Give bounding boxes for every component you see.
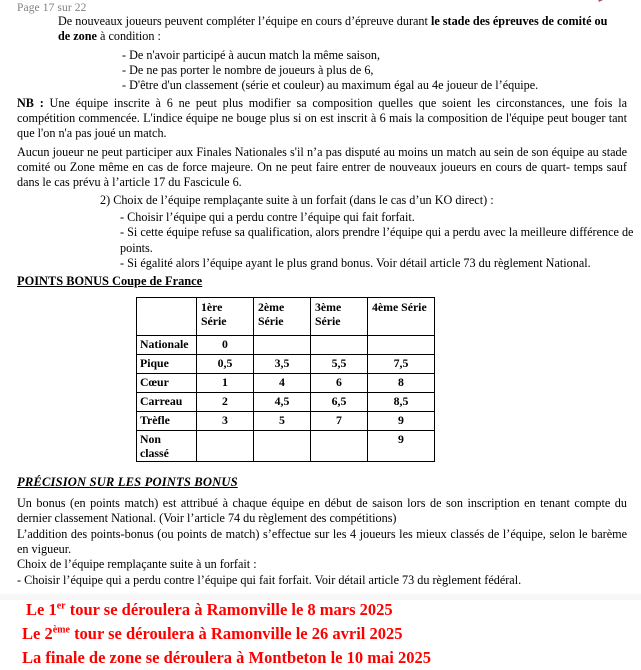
announcement-2-post: tour se déroulera à Ramonville le 26 avril 2025 (69, 623, 403, 643)
intro-bullet-3: - D'être d'un classement (série et couleur) au maximum égal au 4e joueur de l’équipe. (122, 78, 539, 93)
section2-bullet-1: - Choisir l’équipe qui a perdu contre l’équipe qui fait forfait. (120, 209, 415, 224)
nb-label: NB : (17, 95, 44, 110)
announcement-tour-2 (0, 622, 641, 646)
table-row (137, 411, 435, 430)
row-label-carreau: Carreau (137, 392, 197, 411)
intro-paragraph (0, 14, 641, 45)
section2-bullet-2: - Si cette équipe refuse sa qualification, alors prendre l’équipe qui a perdu avec la meilleure différence de points. (120, 225, 634, 255)
cell-coeur-1ere: 1 (197, 373, 254, 392)
announcement-finale-zone: La finale de zone se déroulera à Montbeton le 10 mai 2025 (22, 647, 431, 667)
row-label-trefle: Trèfle (137, 411, 197, 430)
cell-nationale-1ere: 0 (197, 335, 254, 354)
table-row (137, 430, 435, 461)
precision-paragraph-3: Choix de l’équipe remplaçante suite à un forfait : (17, 557, 257, 572)
cell-carreau-1ere: 2 (197, 392, 254, 411)
table-row (137, 392, 435, 411)
table-row (137, 354, 435, 373)
intro-text-after: à condition : (96, 29, 161, 44)
announcement-2-pre: Le 2 (22, 623, 53, 643)
cell-non-classe-1ere (197, 430, 254, 461)
cell-trefle-1ere: 3 (197, 411, 254, 430)
intro-text-bold: le stade des épreuves de comité ou de zone (58, 14, 608, 44)
cell-trefle-2eme: 5 (254, 411, 311, 430)
column-header-3eme-serie: 3ème Série (311, 297, 368, 335)
federation-logo-icon (593, 0, 633, 12)
precision-paragraph-2: L’addition des points-bonus (ou points de match) s’effectue sur les 4 joueurs les mieux classés de l’équipe, selon le barème en vigueur. (17, 526, 627, 556)
nb-text: Une équipe inscrite à 6 ne peut plus modifier sa composition quelles que soient les circonstances, une fois la compétition commencée. L'indice équipe ne bouge plus si on est inscrit à 6 mais la composition de l'équipe peut bouger tant que l'on n'a pas joué un match. (17, 95, 627, 141)
cell-pique-2eme: 3,5 (254, 354, 311, 373)
document-body (0, 14, 641, 670)
row-label-nationale: Nationale (137, 335, 197, 354)
cell-non-classe-2eme (254, 430, 311, 461)
precision-paragraph-1: Un bonus (en points match) est attribué à chaque équipe en début de saison lors de son inscription en tenant compte du dernier classement National. (Voir l’article 74 du règlement des compétitions) (17, 496, 627, 526)
cell-carreau-2eme: 4,5 (254, 392, 311, 411)
table-header-row (137, 297, 435, 335)
section2-bullet-3: - Si égalité alors l’équipe ayant le plus grand bonus. Voir détail article 73 du règlement National. (120, 256, 591, 271)
precision-paragraph-4: - Choisir l’équipe qui a perdu contre l’équipe qui fait forfait. Voir détail article 73 du règlement fédéral. (17, 572, 522, 587)
cell-pique-1ere: 0,5 (197, 354, 254, 373)
page-bottom-edge (0, 594, 641, 600)
table-corner-cell (137, 297, 197, 335)
cell-trefle-4eme: 9 (368, 411, 435, 430)
announcement-2-ordinal: ème (52, 624, 70, 636)
cell-pique-4eme: 7,5 (368, 354, 435, 373)
cell-nationale-2eme (254, 335, 311, 354)
cell-non-classe-3eme (311, 430, 368, 461)
cell-carreau-4eme: 8,5 (368, 392, 435, 411)
announcement-tour-1 (0, 598, 641, 622)
row-label-pique: Pique (137, 354, 197, 373)
cell-coeur-4eme: 8 (368, 373, 435, 392)
row-label-non-classe: Non classé (137, 430, 197, 461)
announcement-1-pre: Le 1 (26, 599, 57, 619)
bonus-table-heading: POINTS BONUS Coupe de France (17, 273, 203, 288)
cell-pique-3eme: 5,5 (311, 354, 368, 373)
nb-paragraph (0, 96, 641, 142)
cell-carreau-3eme: 6,5 (311, 392, 368, 411)
row-label-coeur: Cœur (137, 373, 197, 392)
cell-nationale-3eme (311, 335, 368, 354)
cell-nationale-4eme (368, 335, 435, 354)
cell-trefle-3eme: 7 (311, 411, 368, 430)
precision-heading: PRÉCISION SUR LES POINTS BONUS (17, 474, 238, 489)
section2-title: 2) Choix de l’équipe remplaçante suite à un forfait (dans le cas d’un KO direct) : (100, 192, 494, 207)
intro-bullet-2: - De ne pas porter le nombre de joueurs à plus de 6, (122, 63, 374, 77)
finales-paragraph: Aucun joueur ne peut participer aux Finales Nationales s'il n’a pas disputé au moins un match au sein de son équipe au stade comité ou Zone même en cas de force majeure. On ne peut faire entrer de nouveaux joueurs en cours de quart- temps sauf dans le cas prévu à l’article 17 du Fascicule 6. (17, 144, 627, 190)
bonus-points-table (136, 297, 435, 462)
cell-coeur-2eme: 4 (254, 373, 311, 392)
column-header-4eme-serie: 4ème Série (368, 297, 435, 335)
intro-bullet-1: - De n'avoir participé à aucun match la même saison, (122, 47, 381, 62)
cell-non-classe-4eme: 9 (368, 430, 435, 461)
intro-text-before: De nouveaux joueurs peuvent compléter l’équipe en cours d’épreuve durant (58, 14, 431, 28)
column-header-2eme-serie: 2ème Série (254, 297, 311, 335)
table-row (137, 335, 435, 354)
table-row (137, 373, 435, 392)
announcement-1-post: tour se déroulera à Ramonville le 8 mars 2025 (65, 599, 393, 619)
announcement-1-ordinal: er (56, 600, 66, 612)
column-header-1ere-serie: 1ère Série (197, 297, 254, 335)
cell-coeur-3eme: 6 (311, 373, 368, 392)
page-number-label: Page 17 sur 22 (17, 2, 87, 14)
